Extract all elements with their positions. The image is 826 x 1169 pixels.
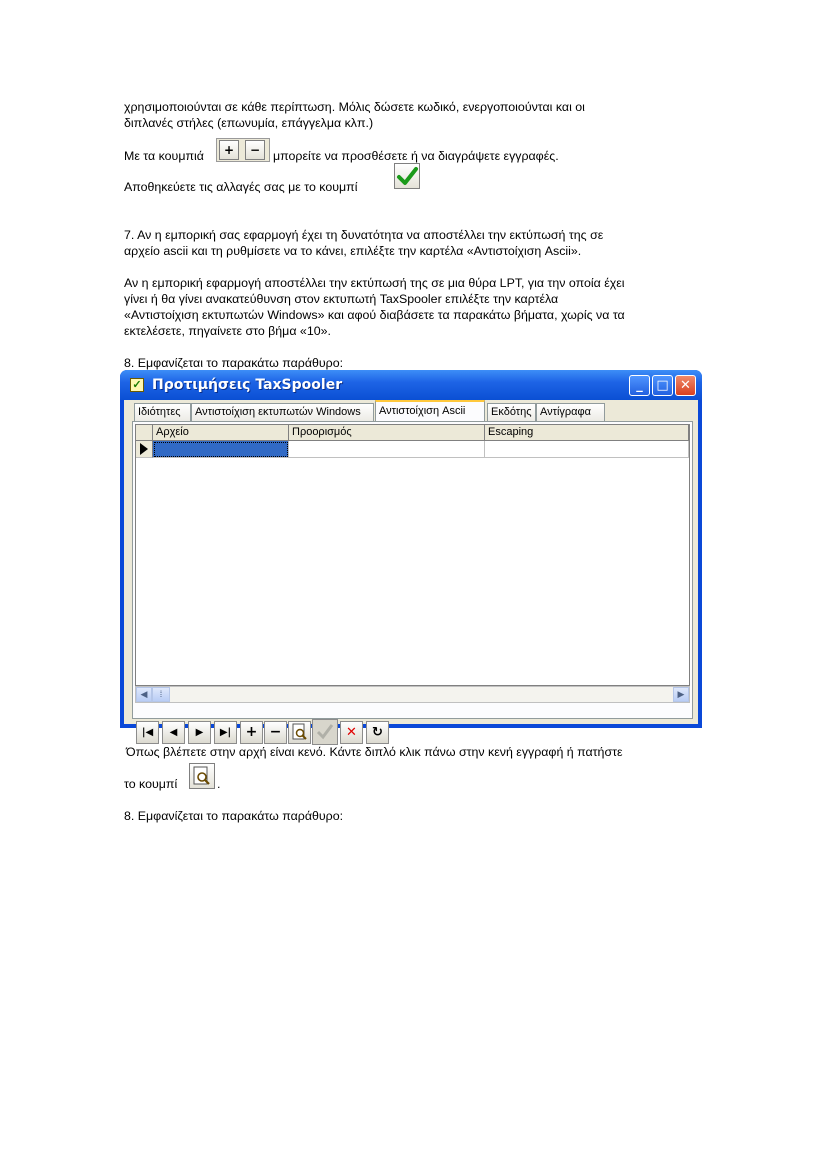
cancel-icon[interactable]: ✕ [340,721,363,744]
plus-icon[interactable]: + [240,721,263,744]
paragraph-line: χρησιμοποιούνται σε κάθε περίπτωση. Μόλις δώσετε κωδικό, ενεργοποιούνται και οι [124,100,585,114]
window-title: Προτιμήσεις TaxSpooler [152,377,343,393]
scroll-left-icon[interactable]: ◀ [136,687,152,702]
edit-record-icon [189,763,215,789]
paragraph-line: μπορείτε να προσθέσετε ή να διαγράψετε εγγραφές. [273,149,559,163]
check-icon[interactable] [312,719,338,745]
paragraph-line: Αν η εμπορική εφαρμογή αποστέλλει την εκτύπωσή της σε μια θύρα LPT, για την οποία έχει [124,276,625,290]
tab-ascii-mapping[interactable]: Αντιστοίχιση Ascii [375,400,485,422]
paragraph-line: Αποθηκεύετε τις αλλαγές σας με το κουμπί [124,180,358,194]
paragraph-line: εκτελέσετε, πηγαίνετε στο βήμα «10». [124,324,331,338]
next-record-icon[interactable]: ▶ [188,721,211,744]
paragraph-line: 8. Εμφανίζεται το παρακάτω παράθυρο: [124,809,344,823]
preferences-window [120,370,702,740]
scroll-thumb[interactable]: ⁞ [152,687,170,702]
minus-icon[interactable]: − [264,721,287,744]
paragraph-line: 7. Αν η εμπορική σας εφαρμογή έχει τη δυνατότητα να αποστέλλει την εκτύπωσή της σε [124,228,604,242]
edit-record-icon[interactable] [288,721,311,744]
row-indicator [136,441,153,458]
minus-icon: − [245,140,265,160]
paragraph-line: Όπως βλέπετε στην αρχή είναι κενό. Κάντε διπλό κλικ πάνω στην κενή εγγραφή ή πατήστε [126,745,623,759]
row-indicator-header [136,425,153,441]
cell-destination[interactable] [289,441,485,458]
window-client [124,400,698,740]
column-header-escaping[interactable]: Escaping [485,425,689,441]
paragraph-line: διπλανές στήλες (επωνυμία, επάγγελμα κλπ.) [124,116,374,130]
paragraph-line: το κουμπί [124,777,178,791]
paragraph-line: . [217,777,221,791]
maximize-button[interactable]: □ [652,375,673,396]
cell-escaping[interactable] [485,441,689,458]
mapping-grid[interactable] [135,424,690,686]
paragraph-line: Με τα κουμπιά [124,149,204,163]
prior-record-icon[interactable]: ◀ [162,721,185,744]
cell-file[interactable] [153,441,289,458]
first-record-icon[interactable]: |◀ [136,721,159,744]
refresh-icon[interactable]: ↻ [366,721,389,744]
title-bar [120,370,702,400]
tab-copies[interactable]: Αντίγραφα [536,403,605,421]
paragraph-line: «Αντιστοίχιση εκτυπωτών Windows» και αφού διαβάσετε τα παρακάτω βήματα, χωρίς να τα [124,308,625,322]
minimize-button[interactable]: _ [629,375,650,396]
tab-windows-printers[interactable]: Αντιστοίχιση εκτυπωτών Windows [191,403,374,421]
last-record-icon[interactable]: ▶| [214,721,237,744]
column-header-file[interactable]: Αρχείο [153,425,289,441]
column-header-destination[interactable]: Προορισμός [289,425,485,441]
plus-icon: + [219,140,239,160]
close-button[interactable]: ✕ [675,375,696,396]
paragraph-line: 8. Εμφανίζεται το παρακάτω παράθυρο: [124,356,344,370]
horizontal-scrollbar[interactable] [135,686,690,703]
tab-panel [132,421,693,719]
tab-properties[interactable]: Ιδιότητες [134,403,191,421]
add-remove-buttons-image [216,138,270,162]
scroll-right-icon[interactable]: ▶ [673,687,689,702]
check-icon [394,163,420,189]
paragraph-line: αρχείο ascii και τη ρυθμίσετε να το κάνει, επιλέξτε την καρτέλα «Αντιστοίχιση Ascii». [124,244,582,258]
tab-publisher[interactable]: Εκδότης [487,403,536,421]
app-icon: ✓ [130,378,144,392]
current-row-arrow-icon [136,441,152,457]
paragraph-line: γίνει ή θα γίνει ανακατεύθυνση στον εκτυπωτή TaxSpooler επιλέξτε την καρτέλα [124,292,559,306]
